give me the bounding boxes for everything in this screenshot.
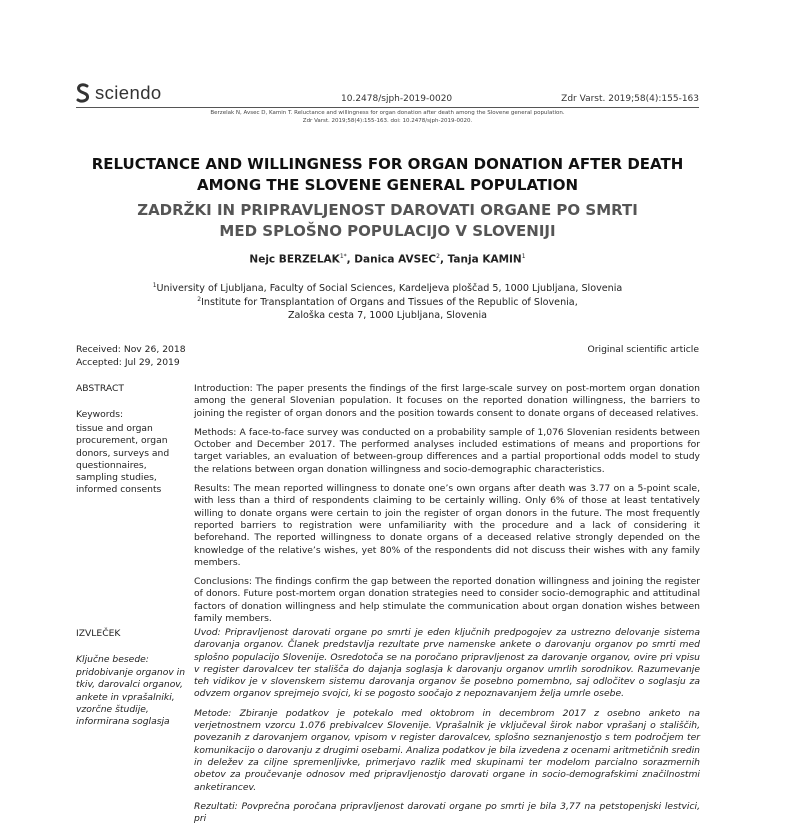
title-slovene-line-1: ZADRŽKI IN PRIPRAVLJENOST DAROVATI ORGANE PO SMRTI [137,201,638,219]
izvlecek-uvod [194,627,700,701]
authors [76,253,699,266]
sciendo-logo [76,81,162,105]
section-text: The paper presents the findings of the first large-scale survey on post-mortem organ donation among the general Slovenian population. It focuses on the reported donation willingness, the barriers to joining the register of organ donors and the position towards consent to donate organs of deceased relatives. [194,383,700,419]
section-label: Conclusions: [194,576,252,588]
section-label: Uvod: [194,627,221,638]
section-text: Pripravljenost darovati organe po smrti je eden ključnih predpogojev za ustrezno delovanje sistema darovanja organov. Članek predstavlja rezultate prve namenske ankete o darovanju organov po smrti med splošno populacijo Slovenije. Osredotoča se na poročano pripravljenost za darovanje organov, ovire pri vpisu v register darovalcev ter stališča do dajanja soglasja k darovanju organov umrlih sorodnikov. Razumevanje teh vidikov je v slovenskem sistemu darovanja organov še posebno pomembno, saj odločitev o soglasju za odvzem organov sprejmejo svojci, ki se pogosto soočajo z nepoznavanjem želja umrle osebe. [194,627,700,700]
affiliation-2 [76,296,699,308]
author-affiliation-mark: 2 [436,253,440,260]
author-name: Nejc BERZELAK [249,253,340,266]
keywords-list: tissue and organ procurement, organ donors, surveys and questionnaires, sampling studies, informed consents [76,423,170,496]
author-name: Danica AVSEC [354,253,437,266]
izvlecek-metode [194,708,700,794]
izvlecek-body [194,627,700,832]
article-type: Original scientific article [587,344,699,355]
affiliation-text: Institute for Transplantation of Organs and Tissues of the Republic of Slovenia, [201,297,578,309]
abstract-methods [194,427,700,476]
section-text: The findings confirm the gap between the reported donation willingness and joining the register of donors. Future post-mortem organ donation strategies need to consider socio-demographic and attitudinal factors of donation willingness and help stimulate the communication about organ donation wishes between family members. [194,576,700,625]
section-label: Rezultati: [194,800,238,812]
doi[interactable]: 10.2478/sjph-2019-0020 [341,94,453,104]
journal-reference: Zdr Varst. 2019;58(4):155-163 [561,94,699,104]
section-label: Methods: [194,426,237,438]
abstract-heading: ABSTRACT [76,383,125,394]
author-affiliation-mark: 1 [521,253,526,260]
abstract-body [194,383,700,632]
section-text: Povprečna poročana pripravljenost darovati organe po smrti je bila 3,77 na petstopenjski lestvici, pri [194,800,700,825]
keywords-heading: Keywords: [76,409,124,420]
section-text: A face-to-face survey was conducted on a probability sample of 1,076 Slovenian residents between October and December 2017. The performed analyses included estimations of means and proportions for target variables, an evaluation of between-group differences and a partial proportional odds model to study the relations between organ donation willingness and socio-demographic characteristics. [194,426,700,475]
section-label: Metode: [194,707,232,719]
citation-line-2: Zdr Varst. 2019;58(4):155-163. doi: 10.2478/sjph-2019-0020. [302,118,473,124]
affiliation-text: University of Ljubljana, Faculty of Social Sciences, Kardeljeva ploščad 5, 1000 Ljubljana, Slovenia [156,283,623,295]
section-label: Results: [194,483,231,495]
section-text: The mean reported willingness to donate one’s own organs after death was 3.77 on a 5-point scale, with less than a third of respondents claiming to be certainly willing. Only 6% of those at least tentatively willing to donate organs were certain to join the register of organ donors in the future. The most frequently reported barriers to registration were unfamiliarity with the procedure and a lack of considering it beforehand. The reported willingness to donate organs of a deceased relative strongly depended on the knowledge of the relative’s wishes, yet 80% of the respondents did not discuss their wishes with any family members. [194,483,701,568]
title-english-line-2: AMONG THE SLOVENE GENERAL POPULATION [196,176,579,194]
kljucne-besede-list: pridobivanje organov in tkiv, darovalci organov, ankete in vprašalniki, vzorčne študije, informirana soglasja [76,667,186,728]
logo-text: sciendo [95,82,162,103]
abstract-conclusions [194,576,700,625]
title-english-line-1: RELUCTANCE AND WILLINGNESS FOR ORGAN DONATION AFTER DEATH [91,155,684,173]
accepted-date: Accepted: Jul 29, 2019 [76,357,180,368]
section-text: Zbiranje podatkov je potekalo med oktobrom in decembrom 2017 z osebno anketo na verjetnostnem vzorcu 1.076 prebivalcev Slovenije. Vprašalnik je vključeval širok nabor vprašanj o stališčih, povezanih z darovanjem organov, vpisom v register darovalcev, splošno seznanjenostjo s tem področjem ter komunikacijo o darovanju z drugimi osebami. Analiza podatkov je bila izvedena z ocenami aritmetičnih sredin in deležev za ciljne spremenljivke, primerjavo razlik med skupinami ter modelom parcialno sorazmernih obetov za proučevanje odnosov med pripravljenostjo darovati organe in socio-demografskimi značilnostmi anketirancev. [194,707,700,793]
affiliation-mark: 1 [152,282,157,289]
abstract-results [194,483,700,569]
affiliation-2-address: Zaloška cesta 7, 1000 Ljubljana, Slovenia [287,310,488,321]
kljucne-besede-heading: Ključne besede: [76,654,149,665]
affiliation-1 [76,282,699,294]
author-name: Tanja KAMIN [447,253,522,266]
abstract-introduction [194,383,700,420]
affiliation-mark: 2 [197,296,202,303]
izvlecek-rezultati [194,801,700,826]
izvlecek-heading: IZVLEČEK [76,628,121,639]
title-slovene-line-2: MED SPLOŠNO POPULACIJO V SLOVENIJI [219,222,556,240]
header-divider [76,107,699,108]
author-affiliation-mark: 1* [339,253,347,260]
section-label: Introduction: [194,383,253,394]
author-separator: , [346,253,355,266]
citation-line-1: Berzelak N, Avsec D, Kamin T. Reluctance and willingness for organ donation after death among the Slovene general population. [210,110,565,116]
author-separator: , [439,253,448,266]
received-date: Received: Nov 26, 2018 [76,344,186,355]
sciendo-logo-icon [76,83,90,103]
